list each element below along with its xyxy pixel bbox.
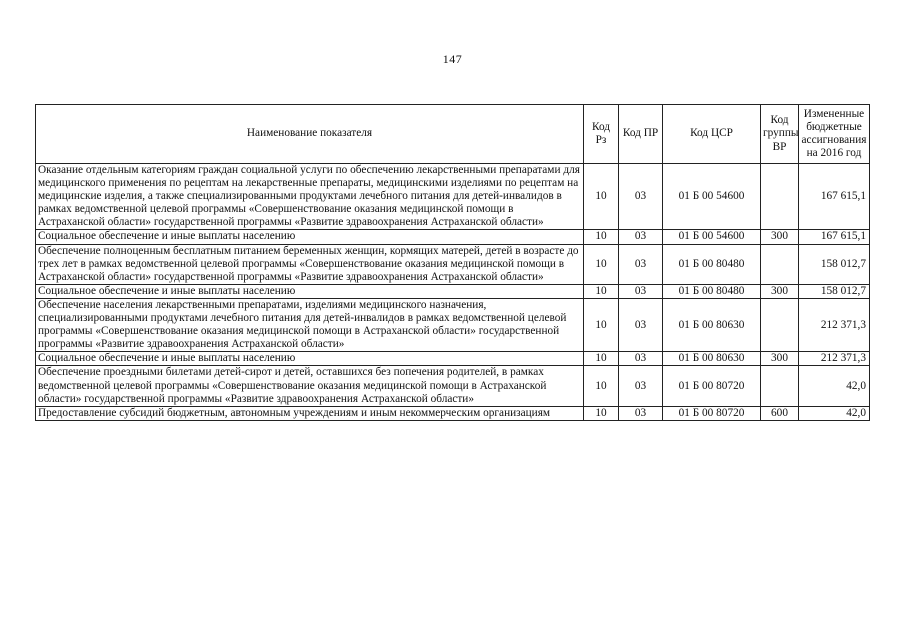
cell-code-rz: 10 xyxy=(584,244,619,284)
cell-code-rz: 10 xyxy=(584,406,619,420)
header-code-rz: Код Рз xyxy=(584,105,619,164)
table-row xyxy=(36,352,870,366)
table-row xyxy=(36,298,870,351)
cell-amount: 158 012,7 xyxy=(799,284,870,298)
cell-code-pr: 03 xyxy=(619,298,663,351)
cell-code-csr: 01 Б 00 54600 xyxy=(663,230,761,244)
cell-code-rz: 10 xyxy=(584,298,619,351)
cell-amount: 167 615,1 xyxy=(799,230,870,244)
table-body xyxy=(36,164,870,421)
table-row xyxy=(36,284,870,298)
cell-code-vr xyxy=(761,298,799,351)
cell-code-csr: 01 Б 00 80480 xyxy=(663,244,761,284)
cell-code-vr xyxy=(761,366,799,406)
cell-code-pr: 03 xyxy=(619,406,663,420)
cell-code-csr: 01 Б 00 80720 xyxy=(663,406,761,420)
cell-name: Обеспечение проездными билетами детей-сирот и детей, оставшихся без попечения родителей, в рамках ведомственной целевой программы «Совершенствование оказания медицинской помощи в Астраханской области» государственной программы «Развитие здравоохранения Астраханской области» xyxy=(36,366,584,406)
cell-code-vr: 300 xyxy=(761,230,799,244)
cell-code-rz: 10 xyxy=(584,352,619,366)
cell-name: Обеспечение населения лекарственными препаратами, изделиями медицинского назначения, специализированными продуктами лечебного питания для детей-инвалидов в рамках ведомственной целевой программы «Совершенствование оказания медицинской помощи в Астраханской области» государственной программы «Развитие здравоохранения Астраханской области» xyxy=(36,298,584,351)
cell-name: Социальное обеспечение и иные выплаты населению xyxy=(36,230,584,244)
cell-code-vr: 300 xyxy=(761,352,799,366)
cell-code-vr: 600 xyxy=(761,406,799,420)
cell-code-rz: 10 xyxy=(584,284,619,298)
cell-code-vr xyxy=(761,244,799,284)
cell-amount: 42,0 xyxy=(799,366,870,406)
cell-code-rz: 10 xyxy=(584,164,619,230)
cell-code-rz: 10 xyxy=(584,366,619,406)
budget-table xyxy=(35,104,870,421)
cell-name: Социальное обеспечение и иные выплаты населению xyxy=(36,352,584,366)
cell-name: Предоставление субсидий бюджетным, автономным учреждениям и иным некоммерческим организациям xyxy=(36,406,584,420)
table-row xyxy=(36,366,870,406)
cell-amount: 42,0 xyxy=(799,406,870,420)
header-code-pr: Код ПР xyxy=(619,105,663,164)
table-row xyxy=(36,230,870,244)
header-code-csr: Код ЦСР xyxy=(663,105,761,164)
cell-code-pr: 03 xyxy=(619,244,663,284)
cell-name: Обеспечение полноценным бесплатным питанием беременных женщин, кормящих матерей, детей в возрасте до трех лет в рамках ведомственной целевой программы «Совершенствование оказания медицинской помощи в Астраханской области» государственной программы «Развитие здравоохранения Астраханской области» xyxy=(36,244,584,284)
cell-amount: 158 012,7 xyxy=(799,244,870,284)
cell-code-rz: 10 xyxy=(584,230,619,244)
cell-name: Социальное обеспечение и иные выплаты населению xyxy=(36,284,584,298)
table-row xyxy=(36,406,870,420)
cell-code-csr: 01 Б 00 80630 xyxy=(663,298,761,351)
cell-code-csr: 01 Б 00 80630 xyxy=(663,352,761,366)
table-row xyxy=(36,164,870,230)
cell-code-pr: 03 xyxy=(619,230,663,244)
cell-code-pr: 03 xyxy=(619,164,663,230)
cell-code-csr: 01 Б 00 54600 xyxy=(663,164,761,230)
cell-code-csr: 01 Б 00 80480 xyxy=(663,284,761,298)
cell-code-csr: 01 Б 00 80720 xyxy=(663,366,761,406)
table-header xyxy=(36,105,870,164)
cell-amount: 212 371,3 xyxy=(799,352,870,366)
cell-code-vr xyxy=(761,164,799,230)
header-name: Наименование показателя xyxy=(36,105,584,164)
cell-code-pr: 03 xyxy=(619,352,663,366)
cell-code-pr: 03 xyxy=(619,284,663,298)
cell-name: Оказание отдельным категориям граждан социальной услуги по обеспечению лекарственными препаратами для медицинского применения по рецептам на лекарственные препараты, медицинскими изделиями по рецептам на медицинские изделия, а также специализированными продуктами лечебного питания для детей-инвалидов в рамках ведомственной целевой программы «Совершенствование оказания медицинской помощи в Астраханской области» государственной программы «Развитие здравоохранения Астраханской области» xyxy=(36,164,584,230)
cell-code-pr: 03 xyxy=(619,366,663,406)
cell-amount: 212 371,3 xyxy=(799,298,870,351)
header-code-vr: Код группы ВР xyxy=(761,105,799,164)
table-row xyxy=(36,244,870,284)
cell-code-vr: 300 xyxy=(761,284,799,298)
header-row xyxy=(36,105,870,164)
page-number: 147 xyxy=(442,52,463,66)
header-amount: Измененные бюджетные ассигнования на 2016 год xyxy=(799,105,870,164)
cell-amount: 167 615,1 xyxy=(799,164,870,230)
